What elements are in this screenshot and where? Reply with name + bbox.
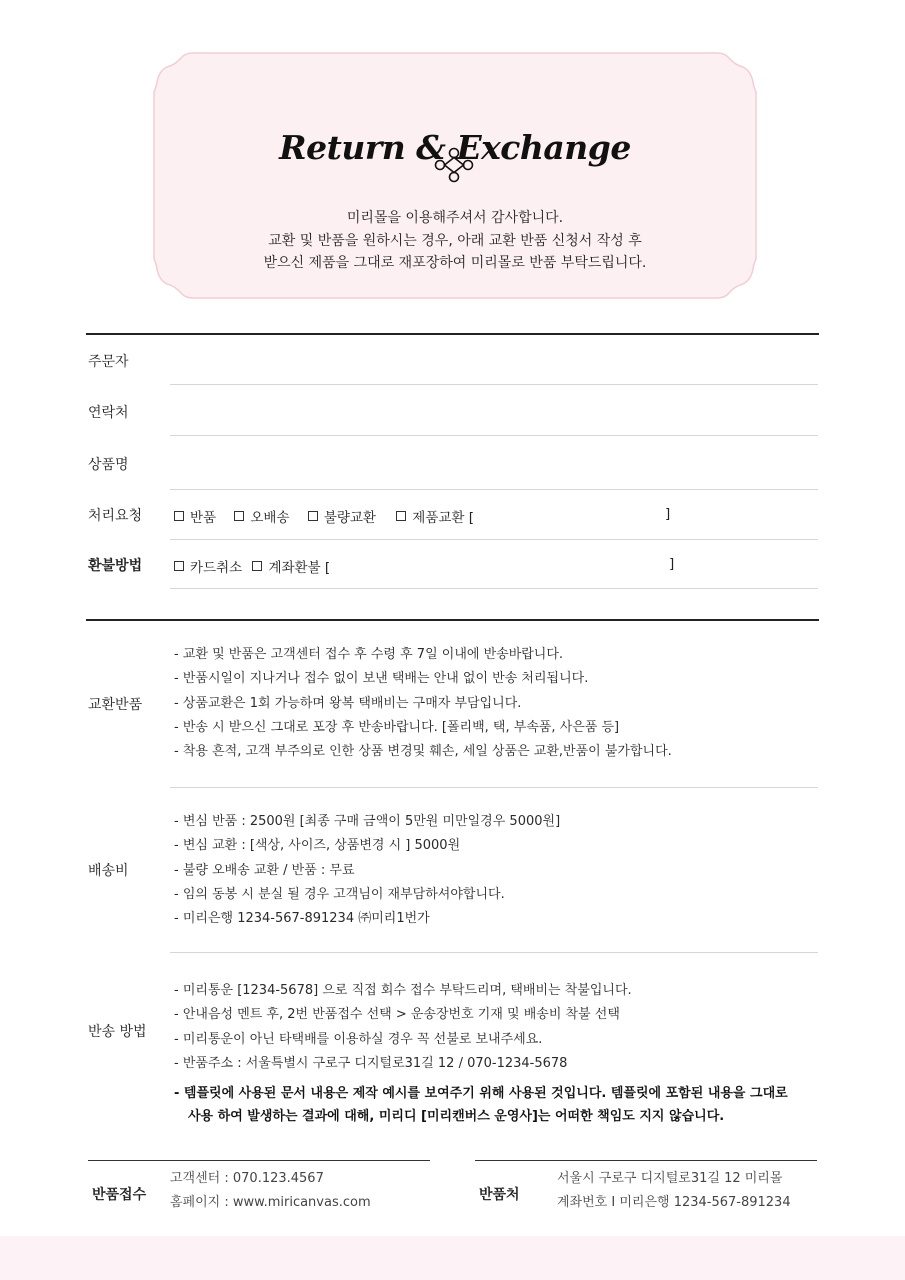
checkbox-icon[interactable] <box>308 511 318 521</box>
return-address: 서울시 구로구 디지털로31길 12 미리몰 <box>557 1171 783 1186</box>
contact-field[interactable] <box>174 397 814 427</box>
list-item: - 변심 반품 : 2500원 [최종 구매 금액이 5만원 미만일경우 5000원] <box>174 814 561 829</box>
label-orderer: 주문자 <box>88 354 129 370</box>
homepage-link[interactable]: 홈페이지 : www.miricanvas.com <box>170 1195 371 1210</box>
row-divider <box>170 489 818 490</box>
product-name-field[interactable] <box>174 449 814 479</box>
intro-text <box>153 207 757 275</box>
checkbox-icon[interactable] <box>396 511 406 521</box>
section-label-return-method: 반송 방법 <box>88 1024 147 1040</box>
footer-return-desk-info <box>170 1167 371 1215</box>
checkbox-icon[interactable] <box>174 561 184 571</box>
footer-right-rule <box>475 1160 817 1161</box>
list-item: - 변심 교환 : [색상, 사이즈, 상품변경 시 ] 5000원 <box>174 838 461 854</box>
footer-left-rule <box>88 1160 430 1161</box>
list-item: - 반송 시 받으신 그대로 포장 후 반송바랍니다. [폴리백, 택, 부속품, 사은품 등] <box>174 719 620 735</box>
intro-line: 받으신 제품을 그대로 재포장하여 미리몰로 반품 부탁드립니다. <box>263 255 647 271</box>
list-item: - 안내음성 멘트 후, 2번 반품접수 선택 > 운송장번호 기재 및 배송비 착불 선택 <box>174 1007 620 1023</box>
section-label-shipping-fee: 배송비 <box>88 863 129 879</box>
header-card <box>153 52 757 299</box>
list-item: - 교환 및 반품은 고객센터 접수 후 수령 후 7일 이내에 반송바랍니다. <box>174 647 564 662</box>
list-item: - 착용 흔적, 고객 부주의로 인한 상품 변경및 훼손, 세일 상품은 교환,반품이 불가합니다. <box>174 744 672 760</box>
option-wrong-delivery[interactable]: 오배송 <box>234 510 289 526</box>
row-divider <box>170 435 818 436</box>
label-product-name: 상품명 <box>88 457 129 473</box>
knot-ornament-icon <box>434 147 474 183</box>
orderer-field[interactable] <box>174 346 814 376</box>
list-item: - 임의 동봉 시 분실 될 경우 고객님이 재부담하셔야합니다. <box>174 886 505 902</box>
label-contact: 연락처 <box>88 405 129 421</box>
list-item: - 미리통운 [1234-5678] 으로 직접 회수 접수 부탁드리며, 택배비는 착불입니다. <box>174 983 632 998</box>
return-method-list <box>174 979 632 1076</box>
label-refund-method: 환불방법 <box>88 558 143 574</box>
option-account-refund[interactable]: 계좌환불 [ <box>252 560 330 576</box>
bracket-close: ] <box>669 556 675 572</box>
bottom-strip <box>0 1236 905 1280</box>
page-title: Return & Exchange <box>279 128 631 167</box>
row-divider <box>170 588 818 589</box>
list-item: - 미리통운이 아닌 타택배를 이용하실 경우 꼭 선불로 보내주세요. <box>174 1031 543 1047</box>
section-label-exchange-return: 교환반품 <box>88 697 143 713</box>
row-divider <box>170 384 818 385</box>
section-divider <box>170 787 818 788</box>
intro-line: 미리몰을 이용해주셔서 감사합니다. <box>346 210 564 226</box>
label-request-type: 처리요청 <box>88 508 143 524</box>
option-card-cancel[interactable]: 카드취소 <box>174 560 242 576</box>
bank-account: 계좌번호 I 미리은행 1234-567-891234 <box>557 1195 791 1210</box>
list-item: - 불량 오배송 교환 / 반품 : 무료 <box>174 862 355 878</box>
list-item: - 반품주소 : 서울특별시 구로구 디지털로31길 12 / 070-1234-5678 <box>174 1055 568 1071</box>
intro-line: 교환 및 반품을 원하시는 경우, 아래 교환 반품 신청서 작성 후 <box>268 232 642 249</box>
request-type-options <box>174 506 488 526</box>
disclaimer-line: 사용 하여 발생하는 결과에 대해, 미리디 [미리캔버스 운영사]는 어떠한 책임도 지지 않습니다. <box>188 1109 725 1124</box>
disclaimer <box>174 1082 788 1128</box>
section-divider <box>170 952 818 953</box>
checkbox-icon[interactable] <box>252 561 262 571</box>
option-return[interactable]: 반품 <box>174 510 216 526</box>
list-item: - 미리은행 1234-567-891234 ㈜미리1번가 <box>174 911 430 927</box>
list-item: - 반품시일이 지나거나 접수 없이 보낸 택배는 안내 없이 반송 처리됩니다. <box>174 671 589 687</box>
footer-return-address-info <box>557 1167 791 1215</box>
option-defect-exchange[interactable]: 불량교환 <box>308 510 376 526</box>
footer-label-return-address: 반품처 <box>479 1187 520 1203</box>
option-product-exchange[interactable]: 제품교환 [ <box>396 510 474 526</box>
footer-label-return-desk: 반품접수 <box>92 1187 147 1203</box>
shipping-fee-list <box>174 810 560 931</box>
exchange-return-list <box>174 643 672 764</box>
bracket-close: ] <box>665 506 671 522</box>
checkbox-icon[interactable] <box>234 511 244 521</box>
form-top-rule <box>86 333 819 335</box>
list-item: - 상품교환은 1회 가능하며 왕복 택배비는 구매자 부담입니다. <box>174 695 522 711</box>
disclaimer-line: - 템플릿에 사용된 문서 내용은 제작 예시를 보여주기 위해 사용된 것입니다. 템플릿에 포함된 내용을 그대로 <box>174 1086 788 1101</box>
checkbox-icon[interactable] <box>174 511 184 521</box>
row-divider <box>170 539 818 540</box>
customer-center-phone: 고객센터 : 070.123.4567 <box>170 1171 324 1186</box>
form-bottom-rule <box>86 619 819 621</box>
refund-method-options <box>174 556 330 576</box>
